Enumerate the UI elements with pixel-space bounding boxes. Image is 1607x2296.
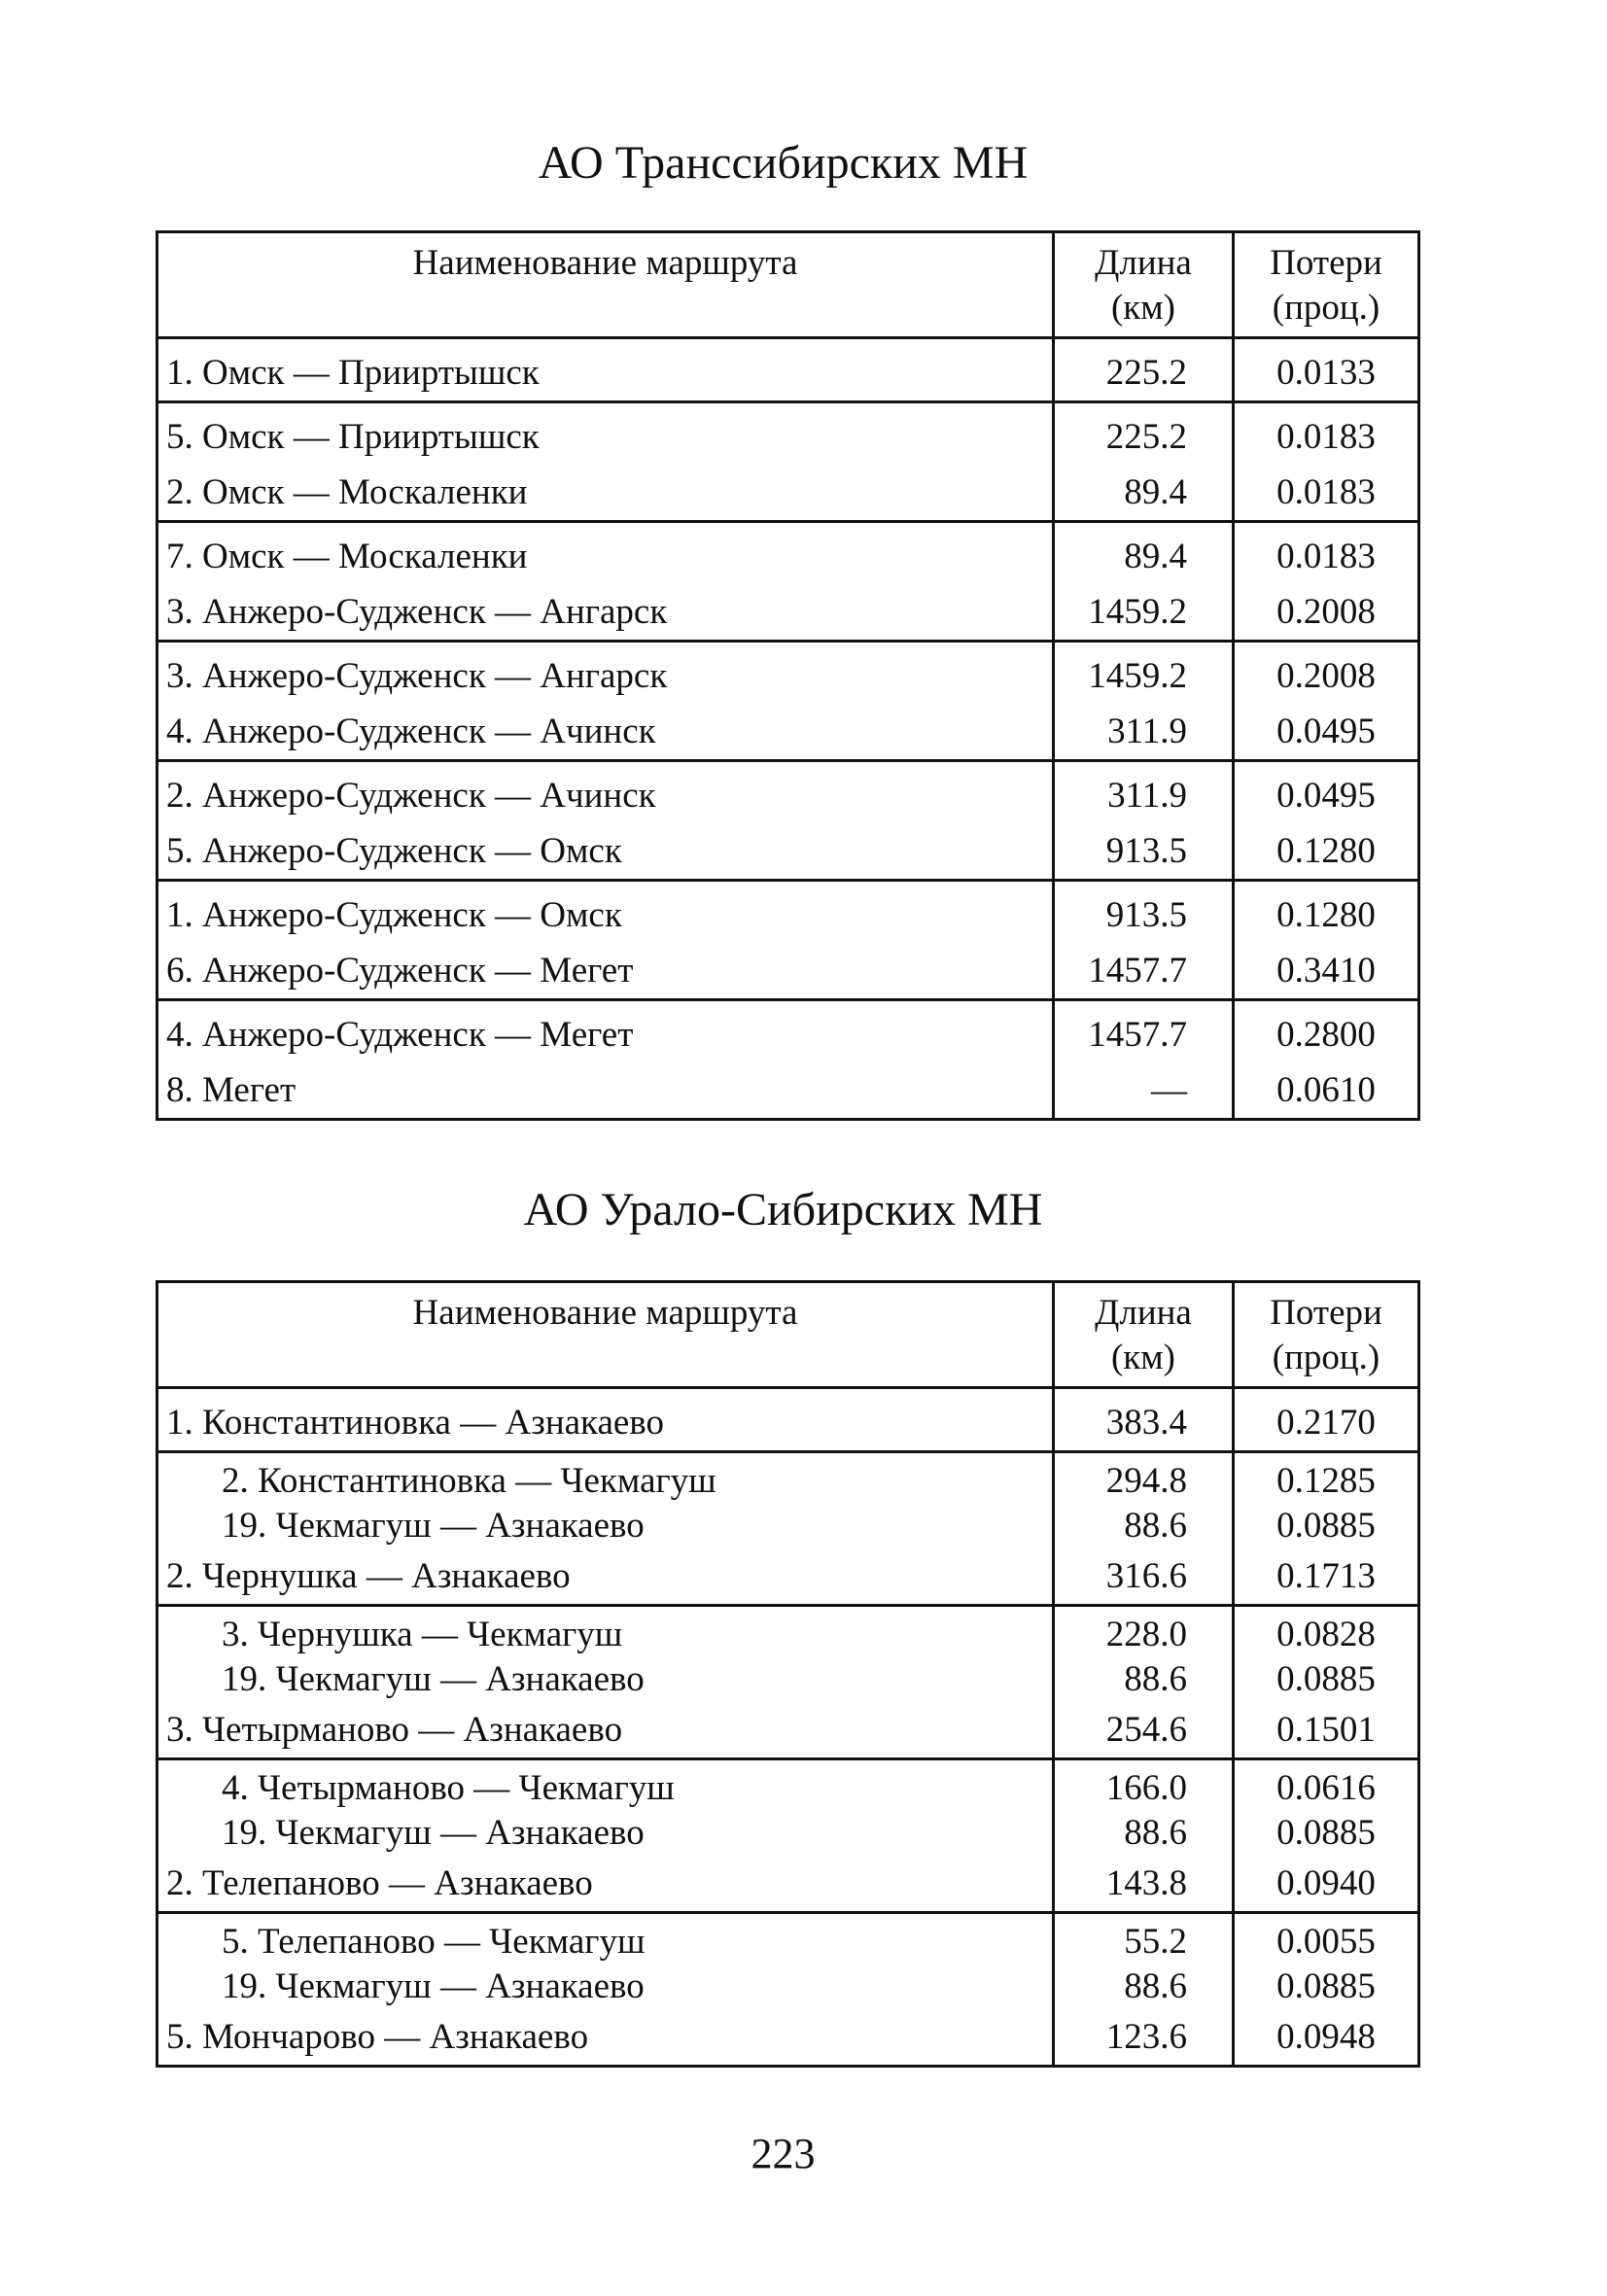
loss-cell: 0.0495 xyxy=(1234,704,1419,761)
loss-cell: 0.1280 xyxy=(1234,823,1419,881)
table-row xyxy=(157,338,1419,402)
route-name-cell: 2. Анжеро-Судженск — Ачинск xyxy=(157,761,1054,824)
loss-cell: 0.1501 xyxy=(1234,1702,1419,1759)
table-row xyxy=(157,1388,1419,1452)
loss-cell: 0.0885 xyxy=(1234,1965,1419,2009)
length-cell: 123.6 xyxy=(1054,2009,1234,2067)
loss-cell: 0.0133 xyxy=(1234,338,1419,402)
section-title-uralsib: АО Урало-Сибирских МН xyxy=(523,1184,1043,1235)
table-row xyxy=(157,704,1419,761)
table-row xyxy=(157,943,1419,1000)
length-cell: 311.9 xyxy=(1054,704,1234,761)
loss-cell: 0.0948 xyxy=(1234,2009,1419,2067)
loss-cell: 0.1285 xyxy=(1234,1452,1419,1505)
route-name-cell: 19. Чекмагуш — Азнакаево xyxy=(157,1965,1054,2009)
table-row xyxy=(157,1965,1419,2009)
table-row xyxy=(157,402,1419,466)
route-name-cell: 3. Четырманово — Азнакаево xyxy=(157,1702,1054,1759)
row-group xyxy=(157,1913,1419,2067)
length-cell: 88.6 xyxy=(1054,1657,1234,1702)
route-name-cell: 5. Омск — Прииртышск xyxy=(157,402,1054,466)
section-title-transsib: АО Транссибирских МН xyxy=(538,137,1029,189)
loss-cell: 0.1280 xyxy=(1234,881,1419,944)
routes-table-uralsib xyxy=(156,1280,1420,2068)
loss-cell: 0.0940 xyxy=(1234,1856,1419,1913)
length-cell: 913.5 xyxy=(1054,823,1234,881)
length-cell: 225.2 xyxy=(1054,338,1234,402)
routes-table-transsib xyxy=(156,230,1420,1121)
route-name-cell: 2. Чернушка — Азнакаево xyxy=(157,1548,1054,1606)
length-cell: 311.9 xyxy=(1054,761,1234,824)
route-name-cell: 3. Чернушка — Чекмагуш xyxy=(157,1606,1054,1658)
length-cell: 89.4 xyxy=(1054,465,1234,522)
table-row xyxy=(157,1657,1419,1702)
table-row xyxy=(157,1811,1419,1856)
route-name-cell: 8. Мегет xyxy=(157,1062,1054,1120)
length-cell: 89.4 xyxy=(1054,522,1234,585)
route-name-cell: 3. Анжеро-Судженск — Ангарск xyxy=(157,584,1054,642)
route-name-cell: 19. Чекмагуш — Азнакаево xyxy=(157,1504,1054,1548)
length-cell: 913.5 xyxy=(1054,881,1234,944)
table-row xyxy=(157,1062,1419,1120)
route-name-cell: 6. Анжеро-Судженск — Мегет xyxy=(157,943,1054,1000)
row-group xyxy=(157,1000,1419,1120)
route-name-cell: 2. Омск — Москаленки xyxy=(157,465,1054,522)
length-cell: 228.0 xyxy=(1054,1606,1234,1658)
table-row xyxy=(157,584,1419,642)
route-name-cell: 2. Телепаново — Азнакаево xyxy=(157,1856,1054,1913)
row-group xyxy=(157,642,1419,761)
row-group xyxy=(157,761,1419,881)
route-name-cell: 19. Чекмагуш — Азнакаево xyxy=(157,1811,1054,1856)
route-name-cell: 1. Омск — Прииртышск xyxy=(157,338,1054,402)
table-row xyxy=(157,761,1419,824)
loss-cell: 0.0610 xyxy=(1234,1062,1419,1120)
table-row xyxy=(157,1759,1419,1812)
row-group xyxy=(157,1606,1419,1759)
length-cell: — xyxy=(1054,1062,1234,1120)
row-group xyxy=(157,522,1419,642)
length-cell: 1459.2 xyxy=(1054,642,1234,705)
table-row xyxy=(157,1504,1419,1548)
loss-cell: 0.0885 xyxy=(1234,1504,1419,1548)
route-name-cell: 4. Анжеро-Судженск — Мегет xyxy=(157,1000,1054,1063)
table-row xyxy=(157,1702,1419,1759)
route-name-cell: 4. Анжеро-Судженск — Ачинск xyxy=(157,704,1054,761)
loss-cell: 0.2800 xyxy=(1234,1000,1419,1063)
loss-cell: 0.1713 xyxy=(1234,1548,1419,1606)
header-length: Длина (км) xyxy=(1054,1282,1234,1388)
table-row xyxy=(157,1606,1419,1658)
row-group xyxy=(157,1452,1419,1606)
header-loss: Потери (проц.) xyxy=(1234,1282,1419,1388)
row-group xyxy=(157,1388,1419,1452)
route-name-cell: 4. Четырманово — Чекмагуш xyxy=(157,1759,1054,1812)
header-loss: Потери (проц.) xyxy=(1234,232,1419,338)
row-group xyxy=(157,881,1419,1000)
table-row xyxy=(157,2009,1419,2067)
table-row xyxy=(157,1452,1419,1505)
loss-cell: 0.0183 xyxy=(1234,465,1419,522)
length-cell: 88.6 xyxy=(1054,1965,1234,2009)
route-name-cell: 7. Омск — Москаленки xyxy=(157,522,1054,585)
length-cell: 1457.7 xyxy=(1054,943,1234,1000)
table-row xyxy=(157,1548,1419,1606)
table-row xyxy=(157,642,1419,705)
table-row xyxy=(157,522,1419,585)
table-row xyxy=(157,465,1419,522)
header-route-name: Наименование маршрута xyxy=(157,232,1054,338)
length-cell: 316.6 xyxy=(1054,1548,1234,1606)
loss-cell: 0.0885 xyxy=(1234,1657,1419,1702)
length-cell: 55.2 xyxy=(1054,1913,1234,1966)
route-name-cell: 19. Чекмагуш — Азнакаево xyxy=(157,1657,1054,1702)
length-cell: 225.2 xyxy=(1054,402,1234,466)
route-name-cell: 5. Анжеро-Судженск — Омск xyxy=(157,823,1054,881)
route-name-cell: 1. Анжеро-Судженск — Омск xyxy=(157,881,1054,944)
route-name-cell: 2. Константиновка — Чекмагуш xyxy=(157,1452,1054,1505)
length-cell: 1457.7 xyxy=(1054,1000,1234,1063)
length-cell: 88.6 xyxy=(1054,1504,1234,1548)
loss-cell: 0.0885 xyxy=(1234,1811,1419,1856)
header-length: Длина (км) xyxy=(1054,232,1234,338)
row-group xyxy=(157,1759,1419,1913)
table-header-row xyxy=(157,232,1419,338)
length-cell: 166.0 xyxy=(1054,1759,1234,1812)
row-group xyxy=(157,402,1419,522)
route-name-cell: 5. Телепаново — Чекмагуш xyxy=(157,1913,1054,1966)
length-cell: 383.4 xyxy=(1054,1388,1234,1452)
loss-cell: 0.0183 xyxy=(1234,522,1419,585)
route-name-cell: 5. Мончарово — Азнакаево xyxy=(157,2009,1054,2067)
loss-cell: 0.0055 xyxy=(1234,1913,1419,1966)
length-cell: 1459.2 xyxy=(1054,584,1234,642)
row-group xyxy=(157,338,1419,402)
route-name-cell: 3. Анжеро-Судженск — Ангарск xyxy=(157,642,1054,705)
length-cell: 143.8 xyxy=(1054,1856,1234,1913)
loss-cell: 0.0616 xyxy=(1234,1759,1419,1812)
route-name-cell: 1. Константиновка — Азнакаево xyxy=(157,1388,1054,1452)
loss-cell: 0.2008 xyxy=(1234,584,1419,642)
loss-cell: 0.3410 xyxy=(1234,943,1419,1000)
loss-cell: 0.0183 xyxy=(1234,402,1419,466)
table-row xyxy=(157,881,1419,944)
length-cell: 88.6 xyxy=(1054,1811,1234,1856)
table-row xyxy=(157,823,1419,881)
loss-cell: 0.0828 xyxy=(1234,1606,1419,1658)
table-row xyxy=(157,1856,1419,1913)
table-row xyxy=(157,1913,1419,1966)
loss-cell: 0.2170 xyxy=(1234,1388,1419,1452)
table-row xyxy=(157,1000,1419,1063)
table-header-row xyxy=(157,1282,1419,1388)
length-cell: 294.8 xyxy=(1054,1452,1234,1505)
loss-cell: 0.0495 xyxy=(1234,761,1419,824)
loss-cell: 0.2008 xyxy=(1234,642,1419,705)
length-cell: 254.6 xyxy=(1054,1702,1234,1759)
header-route-name: Наименование маршрута xyxy=(157,1282,1054,1388)
page-number: 223 xyxy=(751,2130,816,2177)
